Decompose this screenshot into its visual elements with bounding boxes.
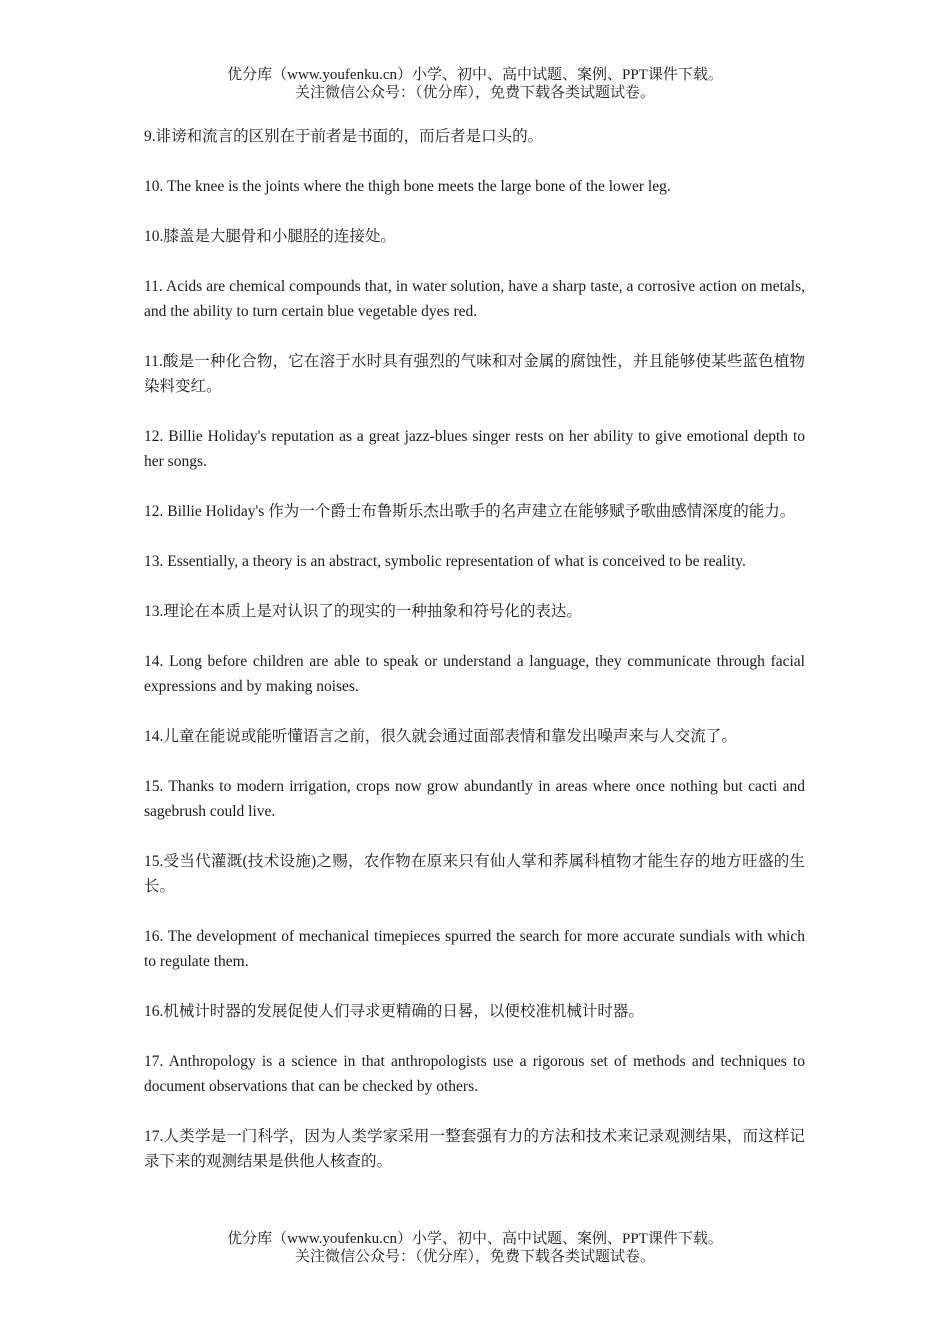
paragraph-13-zh: 13.理论在本质上是对认识了的现实的一种抽象和符号化的表达。 <box>144 603 582 620</box>
paragraph-15-en: 15. Thanks to modern irrigation, crops now grow abundantly in areas where once nothing but cacti and sagebrush could live. <box>144 778 805 820</box>
paragraph-10-zh: 10.膝盖是大腿骨和小腿胫的连接处。 <box>144 228 396 245</box>
paragraph-11-en: 11. Acids are chemical compounds that, in water solution, have a sharp taste, a corrosive action on metals, and the ability to turn certain blue vegetable dyes red. <box>144 278 805 320</box>
paragraph-12-en: 12. Billie Holiday's reputation as a great jazz-blues singer rests on her ability to give emotional depth to her songs. <box>144 428 805 470</box>
header-line-1: 优分库（www.youfenku.cn）小学、初中、高中试题、案例、PPT课件下载。 <box>227 67 723 83</box>
paragraph-15-zh: 15.受当代灌溉(技术设施)之赐，农作物在原来只有仙人掌和荞属科植物才能生存的地方旺盛的生长。 <box>144 853 805 895</box>
footer-line-1: 优分库（www.youfenku.cn）小学、初中、高中试题、案例、PPT课件下载。 <box>227 1231 723 1247</box>
paragraph-14-zh: 14.儿童在能说或能听懂语言之前，很久就会通过面部表情和靠发出噪声来与人交流了。 <box>144 728 737 745</box>
paragraph-12-zh: 12. Billie Holiday's 作为一个爵士布鲁斯乐杰出歌手的名声建立在能够赋予歌曲感情深度的能力。 <box>144 503 796 520</box>
paragraph-17-en: 17. Anthropology is a science in that anthropologists use a rigorous set of methods and techniques to document observations that can be checked by others. <box>144 1053 805 1095</box>
paragraph-9-zh: 9.诽谤和流言的区别在于前者是书面的，而后者是口头的。 <box>144 128 544 145</box>
paragraph-10-en: 10. The knee is the joints where the thigh bone meets the large bone of the lower leg. <box>144 178 671 195</box>
paragraph-14-en: 14. Long before children are able to speak or understand a language, they communicate through facial expressions and by making noises. <box>144 653 805 695</box>
paragraph-16-en: 16. The development of mechanical timepieces spurred the search for more accurate sundials with which to regulate them. <box>144 928 805 970</box>
header-line-2: 关注微信公众号：（优分库），免费下载各类试题试卷。 <box>294 85 655 101</box>
paragraph-11-zh: 11.酸是一种化合物，它在溶于水时具有强烈的气味和对金属的腐蚀性，并且能够使某些蓝色植物染料变红。 <box>144 353 805 395</box>
page-footer <box>0 1230 950 1266</box>
paragraph-16-zh: 16.机械计时器的发展促使人们寻求更精确的日晷，以便校准机械计时器。 <box>144 1003 644 1020</box>
document-body <box>144 124 805 1199</box>
page-header <box>0 66 950 102</box>
paragraph-13-en: 13. Essentially, a theory is an abstract, symbolic representation of what is conceived to be reality. <box>144 553 746 570</box>
footer-line-2: 关注微信公众号：（优分库），免费下载各类试题试卷。 <box>294 1249 655 1265</box>
paragraph-17-zh: 17.人类学是一门科学，因为人类学家采用一整套强有力的方法和技术来记录观测结果，而这样记录下来的观测结果是供他人核查的。 <box>144 1128 805 1170</box>
